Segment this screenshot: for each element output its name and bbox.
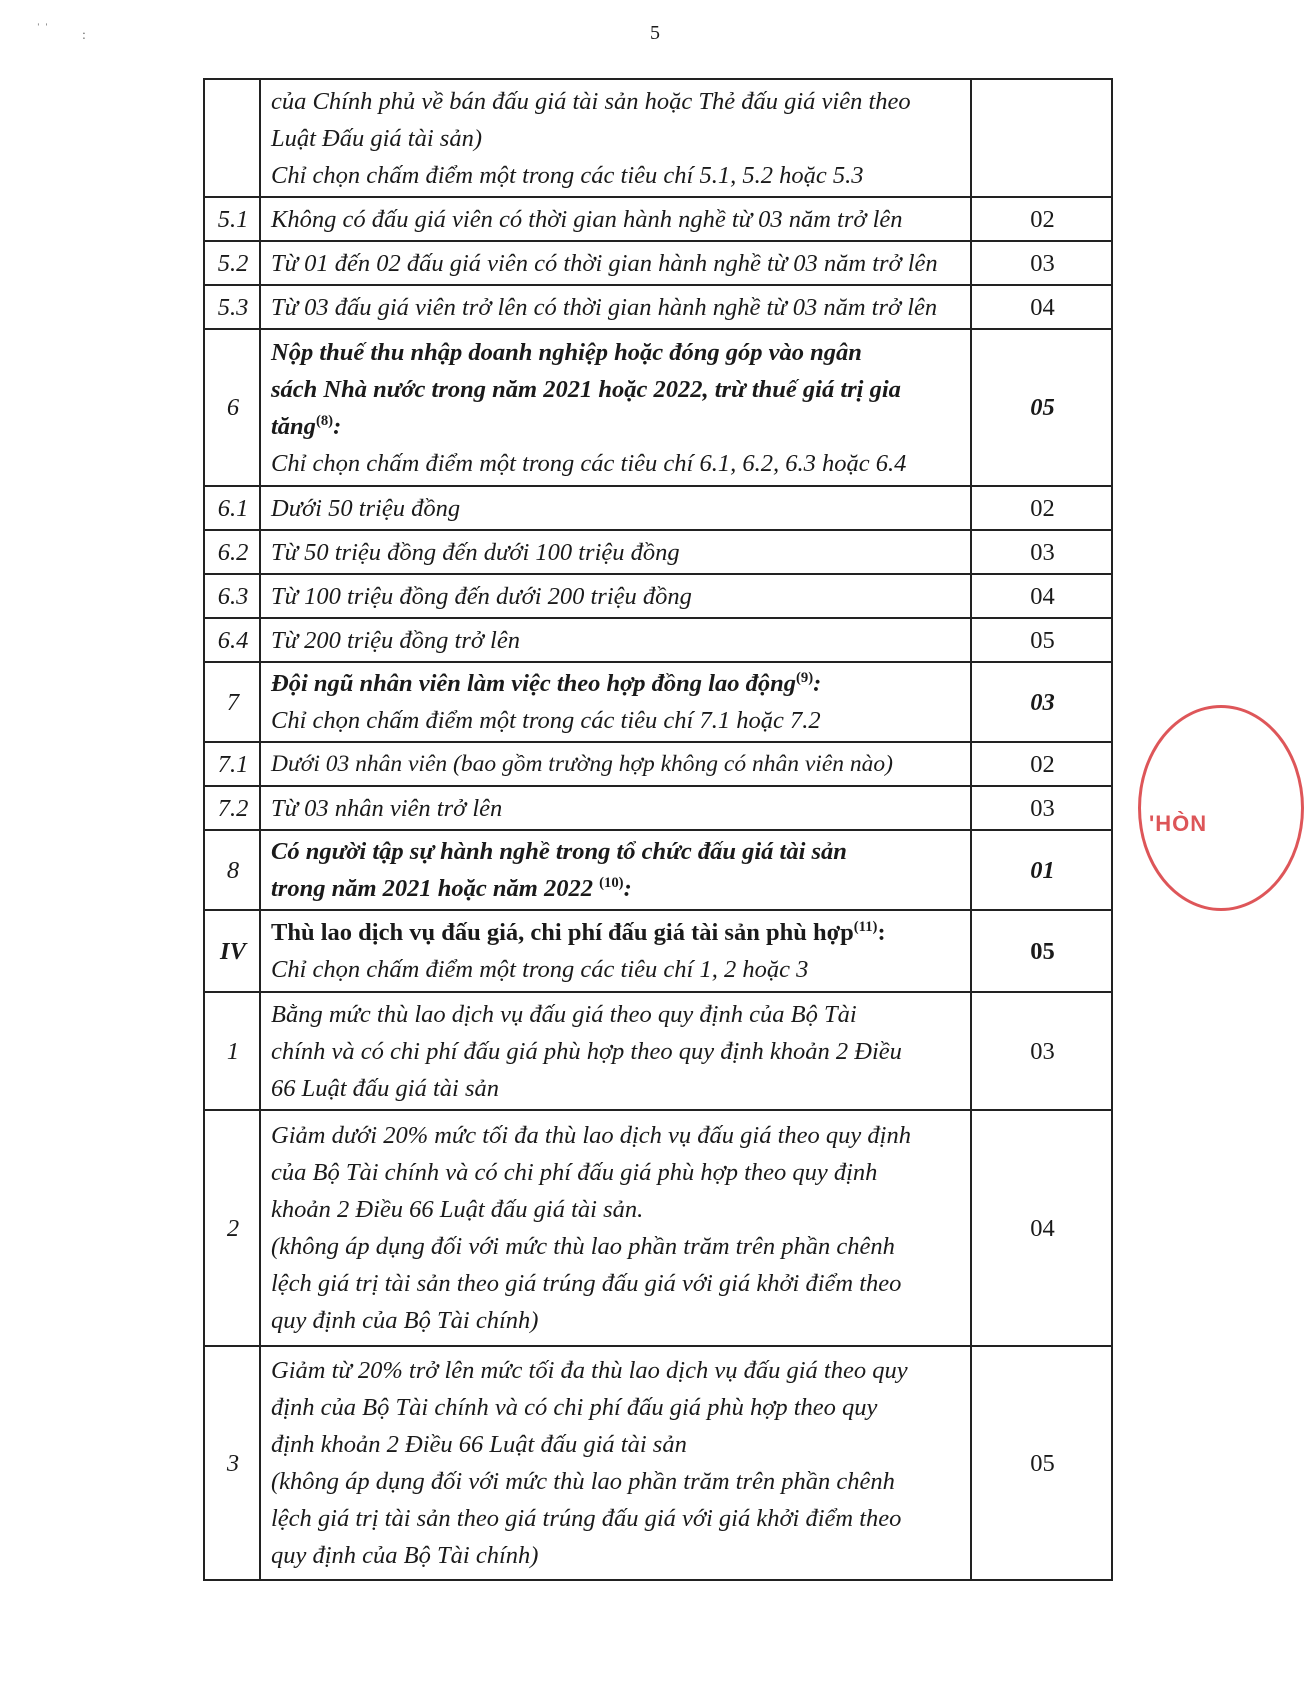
heading-line: Nộp thuế thu nhập doanh nghiệp hoặc đóng góp vào ngân [271,338,862,366]
criterion-points: 05 [971,1346,1112,1580]
description-line: Chỉ chọn chấm điểm một trong các tiêu chí 5.1, 5.2 hoặc 5.3 [271,161,864,189]
table-row [204,992,1112,1110]
criterion-number: 7 [204,662,260,742]
criterion-description: Từ 03 đấu giá viên trở lên có thời gian hành nghề từ 03 năm trở lên [260,285,971,329]
description-line: của Chính phủ về bán đấu giá tài sản hoặc Thẻ đấu giá viên theo [271,87,911,115]
description-line: chính và có chi phí đấu giá phù hợp theo quy định khoản 2 Điều [271,1037,902,1065]
description-line: quy định của Bộ Tài chính) [271,1307,539,1334]
table-row [204,830,1112,910]
table-row [204,1346,1112,1580]
criterion-description: Thù lao dịch vụ đấu giá, chi phí đấu giá tài sản phù hợp$^{(11)}$: Chỉ chọn chấm điểm một trong các tiêu chí 1, 2 hoặc 3 [260,910,971,992]
description-line: 66 Luật đấu giá tài sản [271,1074,500,1102]
table-row [204,1110,1112,1346]
criterion-description: Từ 100 triệu đồng đến dưới 200 triệu đồng [260,574,971,618]
criterion-points: 04 [971,1110,1112,1346]
description-line: định khoản 2 Điều 66 Luật đấu giá tài sản [271,1431,687,1458]
description-line: quy định của Bộ Tài chính) [271,1542,539,1569]
criterion-number [204,79,260,197]
criterion-points: 05 [971,618,1112,662]
criteria-table [203,78,1113,1581]
criterion-points: 05 [971,910,1112,992]
heading-line: Có người tập sự hành nghề trong tổ chức đấu giá tài sản [271,838,847,865]
criterion-description: Dưới 03 nhân viên (bao gồm trường hợp không có nhân viên nào) [260,742,971,786]
description-line: lệch giá trị tài sản theo giá trúng đấu giá với giá khởi điểm theo [271,1270,902,1297]
criterion-description: Từ 200 triệu đồng trở lên [260,618,971,662]
criterion-points: 03 [971,241,1112,285]
criterion-number: 2 [204,1110,260,1346]
description-line: (không áp dụng đối với mức thù lao phần trăm trên phần chênh [271,1468,895,1495]
description-line: của Bộ Tài chính và có chi phí đấu giá phù hợp theo quy định [271,1159,878,1186]
criterion-number: 7.2 [204,786,260,830]
table-row [204,662,1112,742]
criterion-description: Từ 50 triệu đồng đến dưới 100 triệu đồng [260,530,971,574]
table-row [204,285,1112,329]
stamp-text: 'HÒN [1149,811,1208,836]
page-number: 5 [650,22,660,44]
description-line: định của Bộ Tài chính và có chi phí đấu giá phù hợp theo quy [271,1394,878,1421]
criterion-points: 01 [971,830,1112,910]
criterion-description: Có người tập sự hành nghề trong tổ chức đấu giá tài sản trong năm 2021 hoặc năm 2022 $^{(10)}$: [260,830,971,910]
criterion-number: 3 [204,1346,260,1580]
criterion-number: 1 [204,992,260,1110]
description-line: Bằng mức thù lao dịch vụ đấu giá theo quy định của Bộ Tài [271,1000,857,1028]
table-row [204,786,1112,830]
criterion-number: 5.3 [204,285,260,329]
table-row [204,618,1112,662]
table-row [204,79,1112,197]
criterion-points: 03 [971,992,1112,1110]
criterion-points: 03 [971,662,1112,742]
criterion-number: 8 [204,830,260,910]
description-line: khoản 2 Điều 66 Luật đấu giá tài sản. [271,1196,644,1223]
description-line: lệch giá trị tài sản theo giá trúng đấu giá với giá khởi điểm theo [271,1505,902,1532]
table-row [204,574,1112,618]
criterion-points: 04 [971,574,1112,618]
criterion-points: 03 [971,530,1112,574]
criterion-number: 6.3 [204,574,260,618]
criterion-number: IV [204,910,260,992]
table-row [204,530,1112,574]
criterion-points: 04 [971,285,1112,329]
table-row [204,910,1112,992]
criterion-description: Nộp thuế thu nhập doanh nghiệp hoặc đóng góp vào ngân sách Nhà nước trong năm 2021 hoặc 2022, trừ thuế giá trị gia tăng$^{(8)}$: Chỉ chọn chấm điểm một trong các tiêu chí 6.1, 6.2, 6.3 hoặc 6.4 [260,329,971,486]
heading-line: sách Nhà nước trong năm 2021 hoặc 2022, trừ thuế giá trị gia [271,375,901,403]
description-line: Giảm dưới 20% mức tối đa thù lao dịch vụ đấu giá theo quy định [271,1122,911,1149]
criterion-description [260,1346,971,1580]
criterion-points: 02 [971,742,1112,786]
footnote-marker: (8) [315,412,334,429]
scan-speck: : [82,28,86,43]
criterion-description: Dưới 50 triệu đồng [260,486,971,530]
table-row [204,241,1112,285]
criterion-number: 5.2 [204,241,260,285]
criterion-description: Từ 01 đến 02 đấu giá viên có thời gian hành nghề từ 03 năm trở lên [260,241,971,285]
heading-line: tăng [271,412,316,440]
criterion-points: 05 [971,329,1112,486]
criterion-description: Từ 03 nhân viên trở lên [260,786,971,830]
footnote-marker: (9) [796,669,814,686]
table-row [204,329,1112,486]
criterion-points [971,79,1112,197]
criterion-description: Không có đấu giá viên có thời gian hành nghề từ 03 năm trở lên [260,197,971,241]
criterion-number: 7.1 [204,742,260,786]
selection-note: Chỉ chọn chấm điểm một trong các tiêu chí 7.1 hoặc 7.2 [271,707,821,734]
table-row [204,486,1112,530]
criterion-number: 6.4 [204,618,260,662]
criterion-number: 6.2 [204,530,260,574]
scan-speck: ˈ ˈ [36,22,49,37]
table-row [204,197,1112,241]
official-stamp [1138,705,1304,911]
criterion-points: 02 [971,197,1112,241]
criterion-number: 5.1 [204,197,260,241]
footnote-marker: (10) [599,874,624,891]
footnote-marker: (11) [853,918,878,935]
selection-note: Chỉ chọn chấm điểm một trong các tiêu chí 1, 2 hoặc 3 [271,956,809,983]
criterion-number: 6 [204,329,260,486]
heading-line: trong năm 2021 hoặc năm 2022 [271,875,593,902]
heading-line: Đội ngũ nhân viên làm việc theo hợp đồng lao động [271,670,796,697]
criterion-number: 6.1 [204,486,260,530]
criterion-points: 03 [971,786,1112,830]
criterion-points: 02 [971,486,1112,530]
heading-line: Thù lao dịch vụ đấu giá, chi phí đấu giá tài sản phù hợp [271,919,854,946]
criterion-description: Đội ngũ nhân viên làm việc theo hợp đồng lao động$^{(9)}$: Chỉ chọn chấm điểm một trong các tiêu chí 7.1 hoặc 7.2 [260,662,971,742]
criterion-description [260,79,971,197]
description-line: (không áp dụng đối với mức thù lao phần trăm trên phần chênh [271,1233,895,1260]
criterion-description [260,1110,971,1346]
description-line: Giảm từ 20% trở lên mức tối đa thù lao dịch vụ đấu giá theo quy [271,1357,908,1384]
criterion-description [260,992,971,1110]
table-row [204,742,1112,786]
selection-note: Chỉ chọn chấm điểm một trong các tiêu chí 6.1, 6.2, 6.3 hoặc 6.4 [271,449,907,477]
description-line: Luật Đấu giá tài sản) [271,124,482,152]
